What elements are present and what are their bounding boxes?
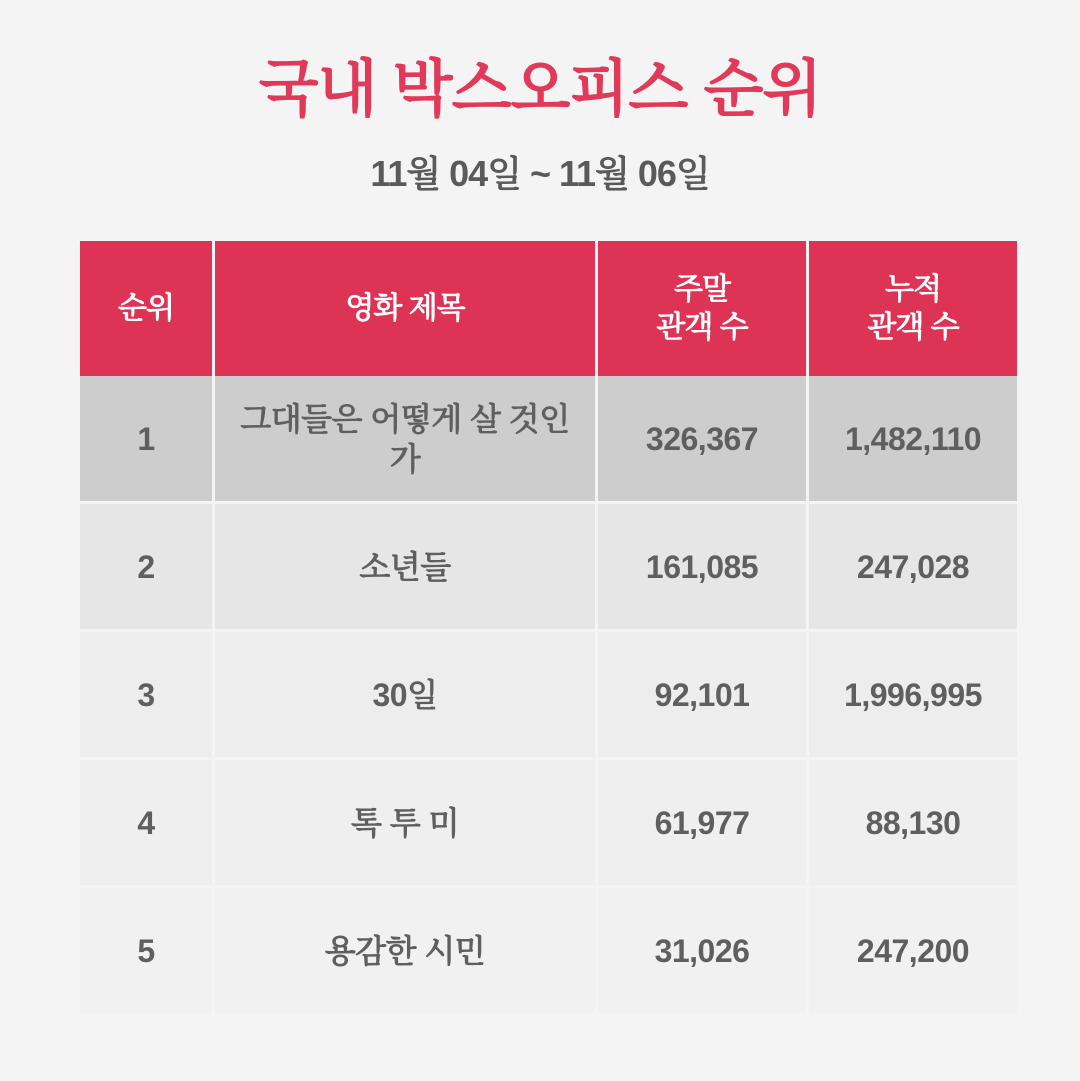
- cell-rank: 5: [80, 887, 214, 1015]
- table-row: [80, 631, 1017, 759]
- table-row: [80, 376, 1017, 503]
- table-body: [80, 376, 1017, 1015]
- date-range-label: 11월 04일 ~ 11월 06일: [370, 153, 710, 195]
- cell-rank: 2: [80, 503, 214, 631]
- table-header: [80, 241, 1017, 376]
- column-header-rank: 순위: [80, 241, 214, 376]
- cell-weekend-audience: 31,026: [597, 887, 808, 1015]
- column-header-movie-title: 영화 제목: [214, 241, 597, 376]
- page-title: 국내 박스오피스 순위: [258, 55, 822, 124]
- column-header-weekend-line2: 관객 수: [656, 310, 748, 344]
- cell-rank: 3: [80, 631, 214, 759]
- cell-weekend-audience: 92,101: [597, 631, 808, 759]
- cell-movie-title: 30일: [214, 631, 597, 759]
- boxoffice-table: [80, 241, 1017, 1016]
- boxoffice-table-container: [80, 241, 1000, 1016]
- cell-rank: 1: [80, 376, 214, 503]
- cell-movie-title: 용감한 시민: [214, 887, 597, 1015]
- cell-rank: 4: [80, 759, 214, 887]
- cell-movie-title: 소년들: [214, 503, 597, 631]
- column-header-total-line1: 누적: [885, 273, 941, 307]
- table-header-row: [80, 241, 1017, 376]
- cell-weekend-audience: 326,367: [597, 376, 808, 503]
- column-header-total-audience: [808, 241, 1018, 376]
- cell-total-audience: 247,028: [808, 503, 1018, 631]
- table-row: [80, 759, 1017, 887]
- column-header-weekend-line1: 주말: [674, 273, 730, 307]
- cell-total-audience: 88,130: [808, 759, 1018, 887]
- cell-weekend-audience: 61,977: [597, 759, 808, 887]
- table-row: [80, 503, 1017, 631]
- cell-total-audience: 247,200: [808, 887, 1018, 1015]
- cell-movie-title: 톡 투 미: [214, 759, 597, 887]
- column-header-weekend-audience: [597, 241, 808, 376]
- cell-total-audience: 1,482,110: [808, 376, 1018, 503]
- column-header-total-line2: 관객 수: [867, 310, 959, 344]
- cell-total-audience: 1,996,995: [808, 631, 1018, 759]
- cell-weekend-audience: 161,085: [597, 503, 808, 631]
- table-row: [80, 887, 1017, 1015]
- cell-movie-title: 그대들은 어떻게 살 것인가: [214, 376, 597, 503]
